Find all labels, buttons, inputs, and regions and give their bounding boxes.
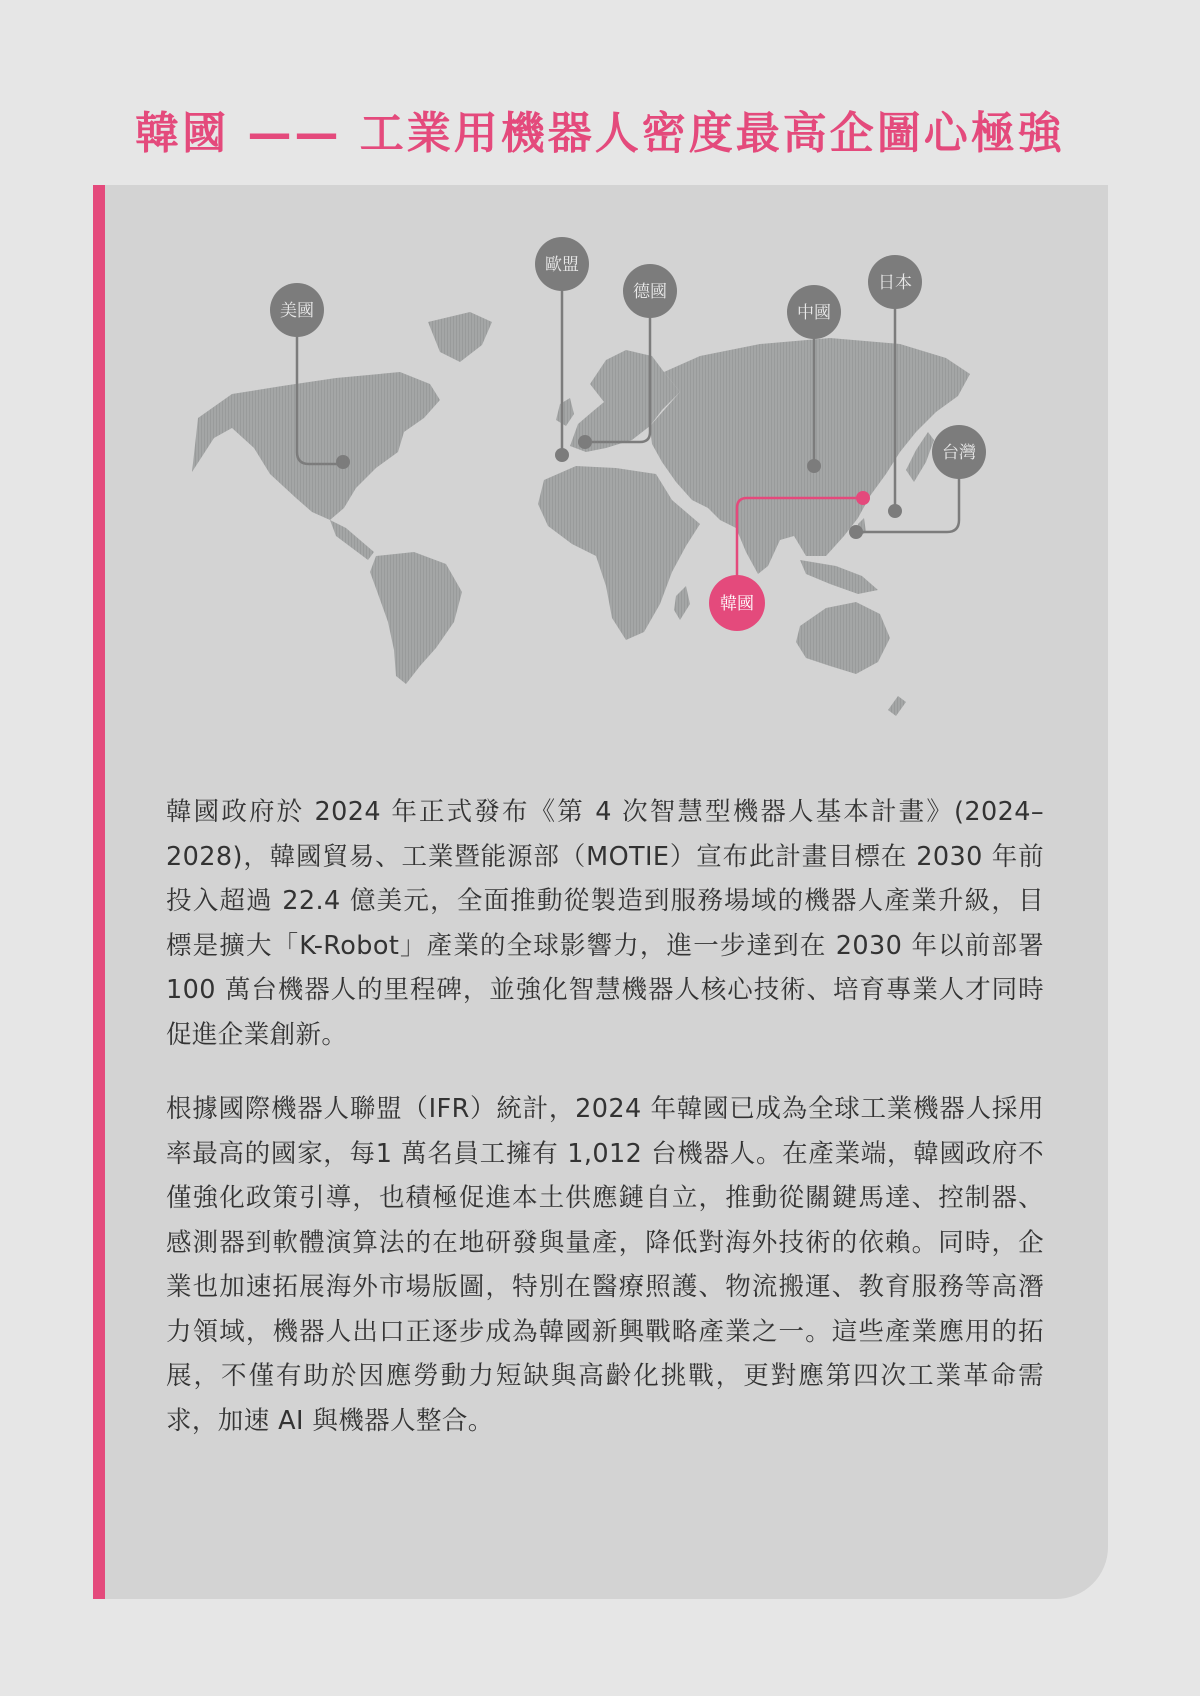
pin-label-korea: 韓國	[720, 594, 754, 614]
pin-label-japan: 日本	[878, 273, 912, 293]
pin-korea	[709, 575, 765, 631]
dot-japan	[888, 504, 902, 518]
pin-japan	[868, 255, 922, 309]
pin-germany	[623, 264, 677, 318]
pin-label-taiwan: 台灣	[942, 443, 976, 463]
pin-label-germany: 德國	[633, 282, 667, 302]
pin-china	[787, 285, 841, 339]
madagascar-shape	[674, 586, 690, 620]
north-america-shape	[192, 372, 440, 520]
page-title: 韓國 —— 工業用機器人密度最高企圖心極強	[135, 108, 1065, 159]
world-map	[0, 0, 1200, 740]
greenland-shape	[428, 312, 492, 362]
islands-shape	[800, 560, 878, 594]
dot-usa	[336, 455, 350, 469]
new-zealand-shape	[888, 696, 906, 716]
dot-china	[807, 459, 821, 473]
pin-label-eu: 歐盟	[545, 255, 579, 275]
body-text	[166, 790, 1044, 1473]
dot-germany	[578, 435, 592, 449]
pin-usa	[270, 283, 324, 337]
africa-shape	[538, 466, 700, 640]
uk-shape	[556, 398, 574, 426]
pin-label-china: 中國	[797, 303, 831, 323]
australia-shape	[796, 602, 890, 674]
continents	[192, 312, 970, 716]
dot-korea	[856, 491, 870, 505]
pin-label-usa: 美國	[280, 301, 314, 321]
south-america-shape	[370, 552, 462, 684]
japan-shape	[906, 432, 934, 482]
pin-eu	[535, 237, 589, 291]
central-america-shape	[330, 520, 374, 560]
dot-taiwan	[849, 525, 863, 539]
dot-eu	[555, 448, 569, 462]
paragraph-2: 根據國際機器人聯盟（IFR）統計，2024 年韓國已成為全球工業機器人採用率最高的國家，每1 萬名員工擁有 1,012 台機器人。在產業端，韓國政府不僅強化政策引導，也積極促進本土供應鏈自立，推動從關鍵馬達、控制器、感測器到軟體演算法的在地研發與量產，降低對海外技術的依賴。同時，企業也加速拓展海外市場版圖，特別在醫療照護、物流搬運、教育服務等高潛力領域，機器人出口正逐步成為韓國新興戰略產業之一。這些產業應用的拓展，不僅有助於因應勞動力短缺與高齡化挑戰，更對應第四次工業革命需求，加速 AI 與機器人整合。	[166, 1094, 1044, 1436]
paragraph-1: 韓國政府於 2024 年正式發布《第 4 次智慧型機器人基本計畫》(2024–2028)，韓國貿易、工業暨能源部（MOTIE）宣布此計畫目標在 2030 年前投入超過 22.4 億美元，全面推動從製造到服務場域的機器人產業升級，目標是擴大「K-Robot」產業的全球影響力，進一步達到在 2030 年以前部署 100 萬台機器人的里程碑，並強化智慧機器人核心技術、培育專業人才同時促進企業創新。	[166, 797, 1044, 1050]
pin-taiwan	[932, 425, 986, 479]
